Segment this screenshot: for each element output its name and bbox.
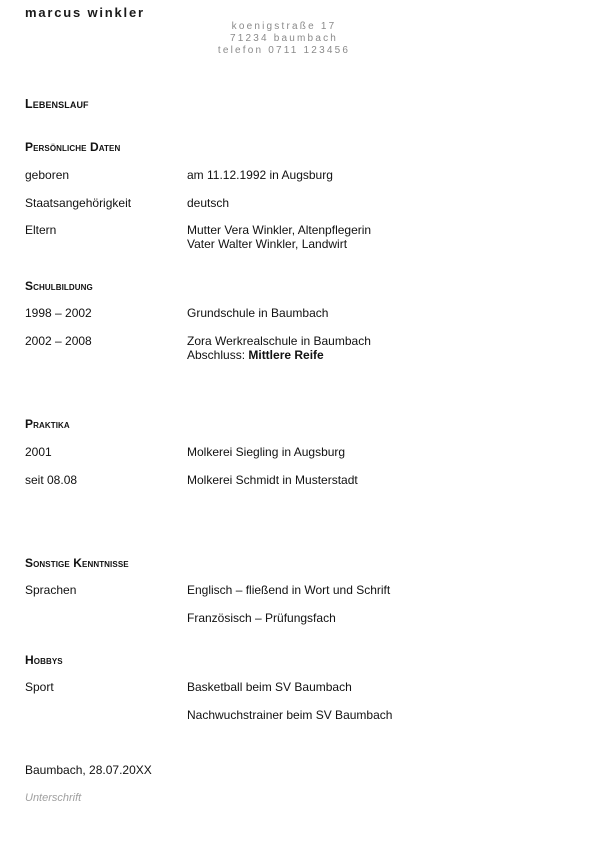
table-row: [0, 223, 600, 253]
address-street: koenigstraße 17: [231, 21, 337, 32]
address-city: 71234 baumbach: [229, 33, 339, 44]
row-value: Mutter Vera Winkler, Altenpflegerin Vater Walter Winkler, Landwirt: [187, 223, 372, 251]
degree-prefix: Abschluss:: [187, 348, 249, 362]
row-label: Eltern: [25, 223, 57, 237]
row-label: 2001: [25, 445, 52, 459]
row-value: Molkerei Schmidt in Musterstadt: [187, 473, 358, 487]
page-title: Lebenslauf: [25, 97, 89, 111]
degree: Mittlere Reife: [248, 348, 324, 362]
place-date: Baumbach, 28.07.20XX: [25, 763, 152, 777]
table-row: [0, 445, 600, 475]
row-value: Molkerei Siegling in Augsburg: [187, 445, 346, 459]
table-row: [0, 680, 600, 710]
row-label: 2002 – 2008: [25, 334, 92, 348]
row-value: Englisch – fließend in Wort und Schrift: [187, 583, 391, 597]
row-value: am 11.12.1992 in Augsburg: [187, 168, 333, 182]
signature-line: Unterschrift: [25, 792, 82, 804]
address-phone: telefon 0711 123456: [217, 45, 351, 56]
row-value: Grundschule in Baumbach: [187, 306, 329, 320]
row-label: Staatsangehörigkeit: [25, 196, 132, 210]
row-label: Sport: [25, 680, 54, 694]
table-row: [0, 334, 600, 364]
table-row: [0, 708, 600, 738]
row-value: deutsch: [187, 196, 230, 210]
row-label: Sprachen: [25, 583, 77, 597]
table-row: [0, 196, 600, 226]
section-heading-personal: Persönliche Daten: [25, 140, 121, 154]
row-label: geboren: [25, 168, 70, 182]
row-value: Basketball beim SV Baumbach: [187, 680, 352, 694]
row-label: 1998 – 2002: [25, 306, 92, 320]
table-row: [0, 583, 600, 613]
table-row: [0, 306, 600, 336]
address-block: [184, 21, 384, 57]
section-heading-internships: Praktika: [25, 417, 70, 431]
row-value: Französisch – Prüfungsfach: [187, 611, 336, 625]
section-heading-school: Schulbildung: [25, 279, 93, 293]
section-heading-skills: Sonstige Kenntnisse: [25, 556, 129, 570]
row-label: seit 08.08: [25, 473, 78, 487]
applicant-name: marcus winkler: [25, 5, 145, 20]
table-row: [0, 611, 600, 641]
table-row: [0, 168, 600, 198]
row-value: Nachwuchstrainer beim SV Baumbach: [187, 708, 393, 722]
row-value: Zora Werkrealschule in Baumbach Abschluss: Mittlere Reife: [187, 334, 371, 362]
section-heading-hobbies: Hobbys: [25, 653, 63, 667]
table-row: [0, 473, 600, 503]
